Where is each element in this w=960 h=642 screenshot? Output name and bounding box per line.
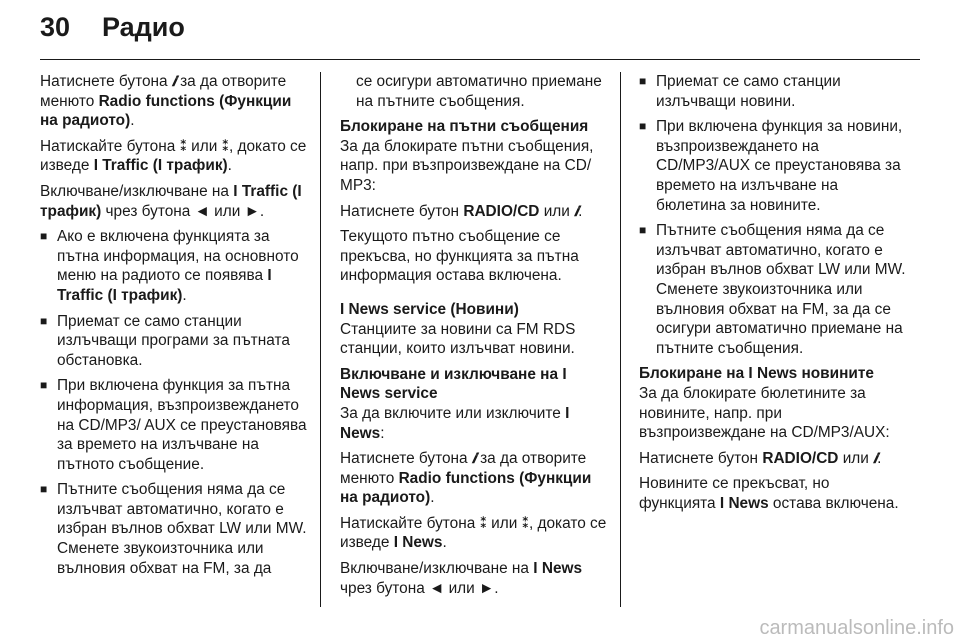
column-1: [40, 72, 310, 584]
paragraph: Станциите за новини са FM RDS станции, които излъчват новини.: [340, 320, 576, 358]
bullet-item: ■ Приемат се само станции излъчващи новини.: [639, 72, 909, 111]
info-icon: 𝒊: [873, 449, 878, 466]
column-2: [340, 72, 610, 604]
info-icon: 𝒊: [574, 202, 579, 219]
left-arrow-icon: ◄: [194, 202, 210, 220]
page-number: 30: [40, 12, 71, 42]
paragraph: Текущото пътно съобщение се прекъсва, но функцията за пътна информация остава включена.: [340, 228, 579, 285]
paragraph: Натиснете бутона 𝒊 за да отворите менюто Radio functions (Функции на радиото).: [40, 73, 292, 130]
up-button-icon: ⁑: [179, 137, 187, 154]
down-button-icon: ⁑: [521, 514, 529, 531]
paragraph: За да блокирате пътни съобщения, напр. при възпроизвеждане на CD/ MP3:: [340, 137, 594, 194]
left-arrow-icon: ◄: [429, 579, 445, 597]
paragraph: За да блокирате бюлетините за новините, напр. при възпроизвеждане на CD/MP3/AUX:: [639, 384, 890, 442]
info-icon: 𝒊: [471, 450, 476, 467]
subheading: Блокиране на пътни съобщения: [340, 118, 589, 136]
paragraph: Натискайте бутона ⁑ или ⁑, докато се изведе I Traffic (I трафик).: [40, 137, 307, 175]
info-icon: 𝒊: [171, 73, 176, 89]
right-arrow-icon: ►: [244, 202, 260, 220]
column-3: [639, 72, 909, 519]
paragraph: Натискайте бутона ⁑ или ⁑, докато се изведе I News.: [340, 514, 607, 552]
subheading: I News service (Новини): [340, 300, 519, 318]
paragraph: Натиснете бутон RADIO/CD или 𝒊.: [340, 202, 583, 220]
column-divider: [320, 72, 321, 607]
paragraph: Новините се прекъсват, но функцията I News остава включена.: [639, 475, 899, 512]
paragraph: Натиснете бутона 𝒊 за да отворите менюто Radio functions (Функции на радиото).: [340, 450, 592, 507]
up-button-icon: ⁑: [479, 514, 487, 531]
subheading: Блокиране на I News новините: [639, 365, 874, 383]
subheading: Включване и изключване на I News service: [340, 365, 567, 403]
bullet-continuation: се осигури автоматично приемане на пътните съобщения.: [356, 73, 602, 110]
bullet-item: ■ Пътните съобщения няма да се излъчват автоматично, когато е избран вълнов обхват LW или MW. Сменете звукоизточника или вълновия обхват на FM, за да се осигури автоматично приемане на пътните съобщения.: [639, 221, 909, 358]
bullet-item: ■ Пътните съобщения няма да се излъчват автоматично, когато е избран вълнов обхват LW или MW. Сменете звукоизточника или вълновия обхват на FM, за да: [40, 480, 310, 578]
down-button-icon: ⁑: [221, 137, 229, 154]
bullet-item: ■ При включена функция за пътна информация, възпроизвеждането на CD/MP3/ AUX се преустановява за времето на излъчване на пътното съобщение.: [40, 376, 310, 474]
column-divider: [620, 72, 621, 607]
paragraph: За да включите или изключите I News:: [340, 404, 570, 442]
paragraph: Включване/изключване на I Traffic (I трафик) чрез бутона ◄ или ►.: [40, 182, 302, 220]
bullet-item: ■ Ако е включена функцията за пътна информация, на основното меню на радиото се появява I Traffic (I трафик).: [40, 227, 310, 305]
right-arrow-icon: ►: [479, 579, 495, 597]
paragraph: Натиснете бутон RADIO/CD или 𝒊.: [639, 449, 882, 467]
watermark: carmanualsonline.info: [759, 617, 954, 639]
header-rule: [40, 59, 920, 60]
bullet-item: ■ Приемат се само станции излъчващи програми за пътната обстановка.: [40, 312, 310, 371]
section-title: Радио: [102, 12, 185, 42]
bullet-item: ■ При включена функция за новини, възпроизвеждането на CD/MP3/AUX се преустановява за времето на излъчване на бюлетина за новините.: [639, 117, 909, 215]
page-header: [0, 0, 960, 62]
paragraph: Включване/изключване на I News чрез бутона ◄ или ►.: [340, 560, 583, 597]
